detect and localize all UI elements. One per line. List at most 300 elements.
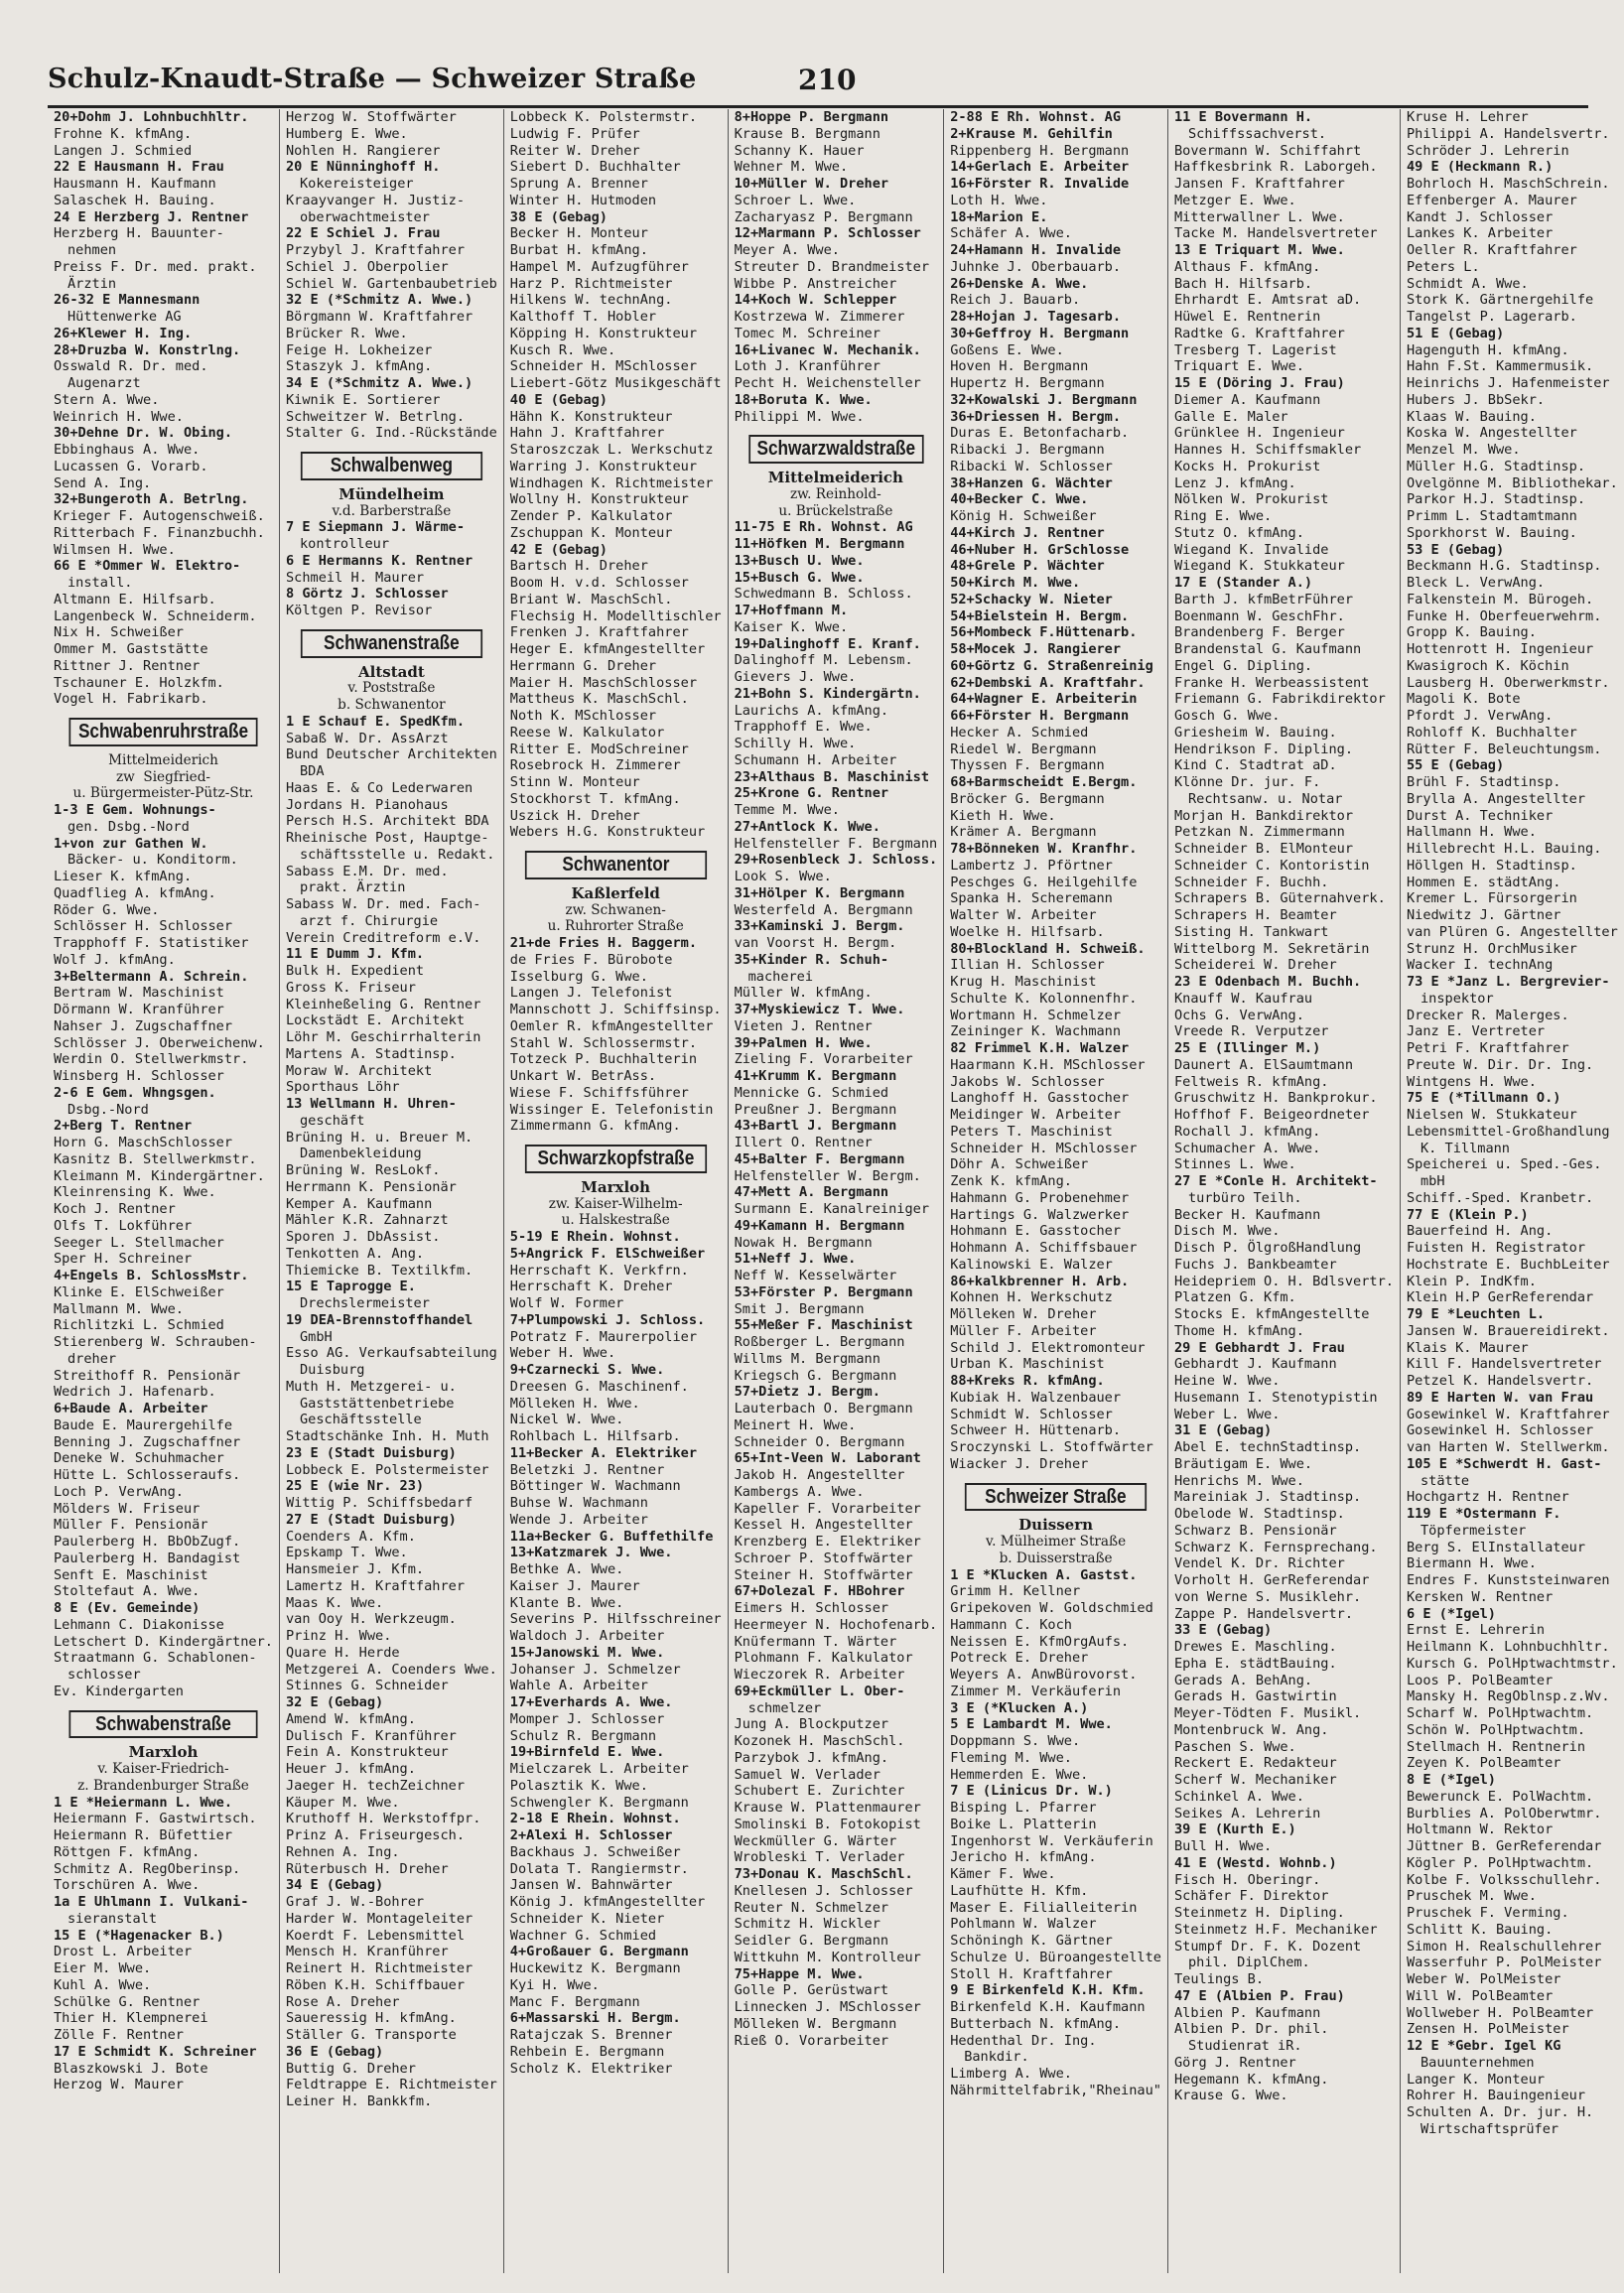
resident-entry: macherei bbox=[747, 968, 814, 985]
resident-entry: Haarmann K.H. MSchlosser bbox=[950, 1056, 1146, 1073]
street-heading: Schwarzwaldstraße bbox=[748, 435, 923, 464]
house-entry: 35+Kinder R. Schuh- bbox=[734, 951, 889, 968]
resident-entry: Strunz H. OrchMusiker bbox=[1406, 940, 1577, 957]
resident-entry: Amend W. kfmAng. bbox=[285, 1710, 416, 1727]
resident-entry: Przybyl J. Kraftfahrer bbox=[285, 242, 466, 258]
resident-entry: Wrobleski T. Verlader bbox=[734, 1849, 905, 1866]
street-heading: Schweizer Straße bbox=[965, 1483, 1147, 1512]
resident-entry: Leiner H. Bankkfm. bbox=[285, 2093, 433, 2109]
resident-entry: Müller H.G. Stadtinsp. bbox=[1406, 458, 1586, 474]
resident-entry: Mansky H. RegOblnsp.z.Wv. bbox=[1406, 1688, 1610, 1705]
resident-entry: Pruschek F. Verming. bbox=[1406, 1905, 1569, 1921]
resident-entry: Feige H. Lokheizer bbox=[285, 341, 433, 358]
resident-entry: Geschäftsstelle bbox=[299, 1412, 422, 1428]
house-entry: 20+Dohm J. Lohnbuchhltr. bbox=[54, 109, 249, 125]
resident-entry: Reuter N. Schmelzer bbox=[734, 1899, 889, 1916]
resident-entry: Hahn F.St. Kammermusik. bbox=[1406, 358, 1594, 375]
house-entry: 3 E (*Klucken A.) bbox=[950, 1699, 1089, 1716]
house-entry: 51 E (Gebag) bbox=[1406, 325, 1505, 341]
resident-entry: Doppmann S. Wwe. bbox=[950, 1733, 1081, 1749]
house-entry: 40 E (Gebag) bbox=[509, 391, 608, 408]
resident-entry: Kleinrensing K. Wwe. bbox=[54, 1184, 216, 1201]
resident-entry: Krämer A. Bergmann bbox=[950, 824, 1097, 841]
resident-entry: Döhr A. Schweißer bbox=[950, 1156, 1089, 1173]
resident-entry: Kapeller F. Vorarbeiter bbox=[734, 1500, 921, 1517]
resident-entry: Rütter F. Beleuchtungsm. bbox=[1406, 741, 1602, 757]
house-entry: 11-75 E Rh. Wohnst. AG bbox=[734, 519, 913, 536]
resident-entry: arzt f. Chirurgie bbox=[299, 912, 439, 929]
house-entry: 34 E (*Schmitz A. Wwe.) bbox=[285, 375, 474, 391]
resident-entry: Galle E. Maler bbox=[1173, 408, 1288, 425]
house-entry: 16+Förster R. Invalide bbox=[950, 176, 1130, 192]
house-entry: 2+Alexi H. Schlosser bbox=[509, 1827, 673, 1843]
house-entry: 8 E (Ev. Gemeinde) bbox=[54, 1600, 201, 1616]
resident-entry: schäftsstelle u. Redakt. bbox=[299, 846, 495, 863]
resident-entry: Klante B. Wwe. bbox=[509, 1594, 624, 1611]
resident-entry: Hommen E. städtAng. bbox=[1406, 874, 1561, 890]
resident-entry: Sprung A. Brenner bbox=[509, 176, 648, 192]
resident-entry: Mölders W. Friseur bbox=[54, 1500, 201, 1517]
resident-entry: Thome H. kfmAng. bbox=[1173, 1322, 1304, 1339]
resident-entry: Vendel K. Dr. Richter bbox=[1173, 1555, 1345, 1572]
resident-entry: Ovelgönne M. Bibliothekar. bbox=[1406, 474, 1618, 491]
resident-entry: Unkart W. BetrAss. bbox=[509, 1068, 657, 1084]
resident-entry: Schwedmann B. Schloss. bbox=[734, 586, 913, 603]
resident-entry: Kohnen H. Werkschutz bbox=[950, 1289, 1113, 1306]
resident-entry: Schmidt W. Schlosser bbox=[950, 1406, 1113, 1422]
resident-entry: Epskamp T. Wwe. bbox=[285, 1545, 408, 1561]
resident-entry: Letschert D. Kindergärtner. bbox=[54, 1633, 273, 1650]
resident-entry: Gerads A. BehAng. bbox=[1173, 1672, 1313, 1688]
resident-entry: van Ooy H. Werkzeugm. bbox=[285, 1611, 457, 1628]
resident-entry: Loth J. Kranführer bbox=[734, 358, 880, 375]
resident-entry: Sporkhorst W. Bauing. bbox=[1406, 524, 1577, 541]
resident-entry: Schiel J. Oberpolier bbox=[285, 258, 449, 275]
resident-entry: Falkenstein M. Bürogeh. bbox=[1406, 591, 1594, 607]
resident-entry: Totzeck P. Buchhalterin bbox=[509, 1051, 698, 1068]
resident-entry: Sper H. Schreiner bbox=[54, 1251, 193, 1268]
house-entry: 36 E (Gebag) bbox=[285, 2043, 384, 2060]
resident-entry: Henrichs M. Wwe. bbox=[1173, 1472, 1304, 1489]
resident-entry: Lebensmittel-Großhandlung bbox=[1406, 1123, 1610, 1140]
resident-entry: Deneke W. Schuhmacher bbox=[54, 1450, 224, 1467]
resident-entry: Stoll H. Kraftfahrer bbox=[950, 1965, 1113, 1982]
resident-entry: Wehner M. Wwe. bbox=[734, 159, 849, 176]
resident-entry: Westerfeld A. Bergmann bbox=[734, 901, 913, 918]
resident-entry: Brühl F. Stadtinsp. bbox=[1406, 774, 1561, 790]
house-entry: 29 E Gebhardt J. Frau bbox=[1173, 1339, 1345, 1356]
resident-entry: Winter H. Hutmoden bbox=[509, 192, 657, 208]
resident-entry: Bertram W. Maschinist bbox=[54, 985, 224, 1002]
district-name: Marxloh bbox=[128, 1743, 199, 1762]
street-extent: u. Ruhrorter Straße bbox=[547, 918, 684, 935]
house-entry: 13+Katzmarek J. Wwe. bbox=[509, 1545, 673, 1561]
resident-entry: Lauterbach O. Bergmann bbox=[734, 1401, 913, 1416]
resident-entry: Grimm H. Kellner bbox=[950, 1583, 1081, 1600]
house-entry: 68+Barmscheidt E.Bergm. bbox=[950, 774, 1138, 790]
resident-entry: Duras E. Betonfacharb. bbox=[950, 425, 1130, 442]
house-entry: 53 E (Gebag) bbox=[1406, 541, 1505, 558]
resident-entry: Heger E. kfmAngestellter bbox=[509, 641, 706, 657]
house-entry: 19+Dalinghoff E. Kranf. bbox=[734, 635, 921, 652]
resident-entry: Sisting H. Tankwart bbox=[1173, 923, 1329, 940]
resident-entry: Petzkan N. Zimmermann bbox=[1173, 824, 1345, 841]
resident-entry: Goßens E. Wwe. bbox=[950, 341, 1064, 358]
resident-entry: Heine W. Wwe. bbox=[1173, 1373, 1281, 1389]
house-entry: 15+Busch G. Wwe. bbox=[734, 569, 865, 586]
house-entry: 60+Görtz G. Straßenreinig bbox=[950, 657, 1153, 674]
street-extent: v. Poststraße bbox=[347, 680, 436, 697]
house-entry: 75 E (*Tillmann O.) bbox=[1406, 1090, 1561, 1107]
house-entry: 22 E Schiel J. Frau bbox=[285, 225, 441, 242]
resident-entry: Knüfermann T. Wärter bbox=[734, 1633, 897, 1650]
resident-entry: Streuter D. Brandmeister bbox=[734, 258, 929, 275]
resident-entry: König H. Schweißer bbox=[950, 508, 1097, 524]
resident-entry: Ev. Kindergarten bbox=[54, 1683, 184, 1699]
resident-entry: Bauunternehmen bbox=[1420, 2054, 1535, 2071]
house-entry: 15+Janowski M. Wwe. bbox=[509, 1644, 665, 1661]
house-entry: 9 E Birkenfeld K.H. Kfm. bbox=[950, 1982, 1146, 1999]
resident-entry: Bund Deutscher Architekten bbox=[285, 746, 497, 763]
resident-entry: Schulze U. Büroangestellte bbox=[950, 1949, 1161, 1965]
resident-entry: Schneider H. MSchlosser bbox=[509, 358, 698, 375]
resident-entry: Nowak H. Bergmann bbox=[734, 1234, 873, 1251]
resident-entry: Müller F. Arbeiter bbox=[950, 1322, 1097, 1339]
district-name: Mündelheim bbox=[338, 484, 445, 503]
resident-entry: Plohmann F. Kalkulator bbox=[734, 1650, 913, 1667]
resident-entry: Kambergs A. Wwe. bbox=[734, 1483, 865, 1500]
resident-entry: Polasztik K. Wwe. bbox=[509, 1777, 648, 1794]
resident-entry: Seeger L. Stellmacher bbox=[54, 1234, 224, 1251]
house-entry: 73+Donau K. MaschSchl. bbox=[734, 1866, 913, 1882]
resident-entry: Klein P. IndKfm. bbox=[1406, 1273, 1537, 1289]
resident-entry: Wacker I. technAng bbox=[1406, 957, 1554, 974]
resident-entry: Gebhardt J. Kaufmann bbox=[1173, 1356, 1337, 1373]
resident-entry: Schneider O. Bergmann bbox=[734, 1433, 905, 1450]
house-entry: 13 E Triquart M. Wwe. bbox=[1173, 242, 1345, 258]
resident-entry: Drecker R. Malerges. bbox=[1406, 1007, 1569, 1023]
resident-entry: Langen J. Schmied bbox=[54, 142, 193, 159]
resident-entry: Herzberg H. Bauunter- bbox=[54, 225, 224, 242]
house-entry: 41 E (Westd. Wohnb.) bbox=[1173, 1854, 1337, 1871]
resident-entry: Kasnitz B. Stellwerkmstr. bbox=[54, 1150, 257, 1167]
resident-entry: Mielczarek L. Arbeiter bbox=[509, 1761, 689, 1777]
house-entry: 23 E (Stadt Duisburg) bbox=[285, 1444, 457, 1461]
house-entry: 1a E Uhlmann I. Vulkani- bbox=[54, 1894, 249, 1910]
house-entry: 42 E (Gebag) bbox=[509, 541, 608, 558]
resident-entry: Damenbekleidung bbox=[299, 1146, 422, 1162]
resident-entry: Bewerunck E. PolWachtm. bbox=[1406, 1788, 1594, 1805]
resident-entry: stätte bbox=[1420, 1472, 1470, 1489]
resident-entry: Hecker A. Schmied bbox=[950, 724, 1089, 741]
resident-entry: Primm L. Stadtamtmann bbox=[1406, 508, 1577, 524]
resident-entry: Feldtrappe E. Richtmeister bbox=[285, 2077, 497, 2093]
resident-entry: Hegemann K. kfmAng. bbox=[1173, 2071, 1329, 2088]
resident-entry: Stocks E. kfmAngestellte bbox=[1173, 1306, 1370, 1322]
resident-entry: Boom H. v.d. Schlosser bbox=[509, 575, 689, 591]
resident-entry: Augenarzt bbox=[68, 375, 141, 391]
resident-entry: Herzog W. Maurer bbox=[54, 2077, 184, 2093]
resident-entry: Studienrat iR. bbox=[1187, 2038, 1302, 2054]
resident-entry: Zschuppan K. Monteur bbox=[509, 524, 673, 541]
resident-entry: Ommer M. Gaststätte bbox=[54, 641, 208, 657]
resident-entry: Steinmetz H. Dipling. bbox=[1173, 1905, 1345, 1921]
resident-entry: Schinkel A. Wwe. bbox=[1173, 1788, 1304, 1805]
resident-entry: Schöningh K. Gärtner bbox=[950, 1933, 1113, 1949]
resident-entry: Klaas W. Bauing. bbox=[1406, 408, 1537, 425]
resident-entry: Nielsen W. Stukkateur bbox=[1406, 1107, 1577, 1123]
resident-entry: Senft E. Maschinist bbox=[54, 1566, 208, 1583]
resident-entry: Reich J. Bauarb. bbox=[950, 292, 1081, 309]
resident-entry: Neissen E. KfmOrgAufs. bbox=[950, 1633, 1130, 1650]
resident-entry: Stern A. Wwe. bbox=[54, 391, 160, 408]
resident-entry: Philippi M. Wwe. bbox=[734, 408, 865, 425]
resident-entry: Loth H. Wwe. bbox=[950, 192, 1048, 208]
resident-entry: Staszyk J. kfmAng. bbox=[285, 358, 433, 375]
resident-entry: Zimmermann G. kfmAng. bbox=[509, 1118, 681, 1135]
resident-entry: Paulerberg H. BbObZugf. bbox=[54, 1534, 241, 1550]
resident-entry: Dörmann W. Kranführer bbox=[54, 1002, 224, 1017]
resident-entry: Brücker R. Wwe. bbox=[285, 325, 408, 341]
resident-entry: Röben K.H. Schiffbauer bbox=[285, 1976, 466, 1993]
resident-entry: Kersken W. Rentner bbox=[1406, 1588, 1554, 1605]
resident-entry: Nickel W. Wwe. bbox=[509, 1412, 624, 1428]
house-entry: 55 E (Gebag) bbox=[1406, 757, 1505, 774]
house-entry: 8+Hoppe P. Bergmann bbox=[734, 109, 889, 125]
house-entry: 11a+Becker G. Buffethilfe bbox=[509, 1528, 714, 1545]
house-entry: 3+Beltermann A. Schrein. bbox=[54, 968, 249, 985]
house-entry: 66 E *Ommer W. Elektro- bbox=[54, 558, 241, 575]
house-entry: 62+Dembski A. Kraftfahr. bbox=[950, 674, 1146, 691]
resident-entry: Sporthaus Löhr bbox=[285, 1079, 400, 1096]
resident-entry: Müller F. Pensionär bbox=[54, 1517, 208, 1534]
resident-entry: Schroer L. Wwe. bbox=[734, 192, 857, 208]
resident-entry: Helfensteller F. Bergmann bbox=[734, 835, 938, 852]
resident-entry: Zölle F. Rentner bbox=[54, 2027, 184, 2043]
resident-entry: Nährmittelfabrik,"Rheinau" bbox=[950, 2082, 1161, 2098]
resident-entry: Winsberg H. Schlosser bbox=[54, 1068, 224, 1084]
resident-entry: Hausmann H. Kaufmann bbox=[54, 176, 216, 192]
resident-entry: Thier H. Klempnerei bbox=[54, 2010, 208, 2027]
resident-entry: Kaiser K. Wwe. bbox=[734, 618, 849, 635]
house-entry: 40+Becker C. Wwe. bbox=[950, 491, 1089, 508]
resident-entry: Schilly H. Wwe. bbox=[734, 736, 857, 751]
house-entry: 25+Krone G. Rentner bbox=[734, 785, 889, 802]
house-entry: 2-18 E Rhein. Wohnst. bbox=[509, 1811, 681, 1827]
resident-entry: Nölken W. Prokurist bbox=[1173, 491, 1329, 508]
resident-entry: mbH bbox=[1420, 1173, 1445, 1189]
resident-entry: Eimers H. Schlosser bbox=[734, 1600, 889, 1616]
resident-entry: Kremer L. Fürsorgerin bbox=[1406, 890, 1577, 907]
resident-entry: Bohrloch H. MaschSchrein. bbox=[1406, 176, 1610, 192]
resident-entry: Maier H. MaschSchlosser bbox=[509, 674, 698, 691]
resident-entry: Lucassen G. Vorarb. bbox=[54, 458, 208, 474]
house-entry: 11 E Dumm J. Kfm. bbox=[285, 946, 425, 963]
resident-entry: Hilkens W. technAng. bbox=[509, 292, 673, 309]
resident-entry: Kleimann M. Kindergärtner. bbox=[54, 1167, 265, 1184]
resident-entry: nehmen bbox=[68, 242, 117, 258]
resident-entry: Meyer A. Wwe. bbox=[734, 242, 840, 258]
resident-entry: Meyer-Tödten F. Musikl. bbox=[1173, 1705, 1362, 1721]
resident-entry: Wachner G. Schmied bbox=[509, 1927, 657, 1944]
resident-entry: Zappe P. Handelsvertr. bbox=[1173, 1605, 1354, 1622]
resident-entry: Wittelborg M. Sekretärin bbox=[1173, 940, 1370, 957]
resident-entry: Kraayvanger H. Justiz- bbox=[285, 192, 466, 208]
house-entry: 119 E *Ostermann F. bbox=[1406, 1506, 1561, 1522]
house-entry: 30+Dehne Dr. W. Obing. bbox=[54, 425, 233, 442]
resident-entry: Gosch G. Wwe. bbox=[1173, 708, 1281, 724]
resident-entry: Hoven H. Bergmann bbox=[950, 358, 1089, 375]
resident-entry: Thiemicke B. Textilkfm. bbox=[285, 1262, 474, 1279]
resident-entry: Maser E. Filialleiterin bbox=[950, 1899, 1138, 1916]
resident-entry: Kokereisteiger bbox=[299, 176, 414, 192]
resident-entry: phil. DiplChem. bbox=[1187, 1955, 1310, 1971]
resident-entry: Vorholt H. GerReferendar bbox=[1173, 1572, 1370, 1588]
resident-entry: Herrmann G. Dreher bbox=[509, 657, 657, 674]
house-entry: 6 E Hermanns K. Rentner bbox=[285, 552, 474, 569]
house-entry: 17 E (Stander A.) bbox=[1173, 575, 1313, 591]
resident-entry: Effenberger A. Maurer bbox=[1406, 192, 1577, 208]
house-entry: 33+Kaminski J. Bergm. bbox=[734, 918, 905, 935]
house-entry: 18+Boruta K. Wwe. bbox=[734, 391, 873, 408]
resident-entry: Manc F. Bergmann bbox=[509, 1993, 640, 2010]
resident-entry: kontrolleur bbox=[299, 536, 390, 552]
resident-entry: Schiff.-Sped. Kranbetr. bbox=[1406, 1189, 1594, 1206]
resident-entry: Schäfer A. Wwe. bbox=[950, 225, 1072, 242]
resident-entry: Hartings G. Walzwerker bbox=[950, 1206, 1130, 1223]
resident-entry: Langen J. Telefonist bbox=[509, 985, 673, 1002]
resident-entry: install. bbox=[68, 575, 133, 591]
page-number: 210 bbox=[798, 64, 857, 96]
resident-entry: Ratajczak S. Brenner bbox=[509, 2027, 673, 2043]
house-entry: 32+Bungeroth A. Betrlng. bbox=[54, 491, 249, 508]
resident-entry: Herrschaft K. Verkfrn. bbox=[509, 1262, 689, 1279]
house-entry: 36+Driessen H. Bergm. bbox=[950, 408, 1122, 425]
resident-entry: Schrapers B. Güternahverk. bbox=[1173, 890, 1386, 907]
resident-entry: Prinz H. Wwe. bbox=[285, 1628, 392, 1644]
resident-entry: Bach H. Hilfsarb. bbox=[1173, 275, 1313, 292]
resident-entry: Jordans H. Pianohaus bbox=[285, 796, 449, 813]
resident-entry: GmbH bbox=[299, 1328, 333, 1345]
resident-entry: Fuchs J. Bankbeamter bbox=[1173, 1256, 1337, 1273]
resident-entry: Severins P. Hilfsschreiner bbox=[509, 1611, 722, 1628]
resident-entry: Zenk K. kfmAng. bbox=[950, 1173, 1072, 1189]
resident-entry: Mennicke G. Schmied bbox=[734, 1084, 889, 1101]
resident-entry: Wintgens H. Wwe. bbox=[1406, 1073, 1537, 1090]
house-entry: 29+Rosenbleck J. Schloss. bbox=[734, 852, 938, 869]
street-heading: Schwanentor bbox=[525, 851, 707, 879]
resident-entry: schmelzer bbox=[747, 1699, 822, 1716]
resident-entry: Zimmer M. Verkäuferin bbox=[950, 1683, 1122, 1699]
resident-entry: Heilmann K. Lohnbuchhltr. bbox=[1406, 1639, 1610, 1655]
resident-entry: Noth K. MSchlosser bbox=[509, 708, 657, 724]
resident-entry: Trapphoff F. Statistiker bbox=[54, 935, 249, 951]
resident-entry: Jansen W. Bahnwärter bbox=[509, 1877, 673, 1894]
resident-entry: Bäcker- u. Konditorm. bbox=[68, 852, 238, 869]
house-entry: 1 E *Heiermann L. Wwe. bbox=[54, 1794, 233, 1811]
resident-entry: Schumann H. Arbeiter bbox=[734, 751, 897, 768]
resident-entry: Schubert E. Zurichter bbox=[734, 1783, 905, 1800]
resident-entry: Kocks H. Prokurist bbox=[1173, 458, 1321, 474]
resident-entry: Schlösser H. Schlosser bbox=[54, 918, 233, 935]
resident-entry: Böttinger W. Wachmann bbox=[509, 1478, 681, 1495]
resident-entry: Radtke G. Kraftfahrer bbox=[1173, 325, 1345, 341]
resident-entry: Schulz R. Bergmann bbox=[509, 1727, 657, 1744]
resident-entry: Walter W. Arbeiter bbox=[950, 907, 1097, 923]
resident-entry: Wahle A. Arbeiter bbox=[509, 1678, 648, 1694]
resident-entry: Stutz O. kfmAng. bbox=[1173, 524, 1304, 541]
resident-entry: Paschen S. Wwe. bbox=[1173, 1738, 1296, 1755]
resident-entry: Dalinghoff M. Lebensm. bbox=[734, 652, 913, 669]
resident-entry: Simon H. Realschullehrer bbox=[1406, 1938, 1602, 1955]
resident-entry: Vieten J. Rentner bbox=[734, 1017, 873, 1034]
house-entry: 1 E Schauf E. SpedKfm. bbox=[285, 713, 466, 730]
resident-entry: Philippi A. Handelsvertr. bbox=[1406, 125, 1610, 142]
resident-entry: Wibbe P. Anstreicher bbox=[734, 275, 897, 292]
resident-entry: Drewes E. Maschling. bbox=[1173, 1639, 1337, 1655]
resident-entry: Tenkotten A. Ang. bbox=[285, 1245, 425, 1262]
resident-entry: Hochstrate E. BuchbLeiter bbox=[1406, 1256, 1610, 1273]
house-entry: 1 E *Klucken A. Gastst. bbox=[950, 1566, 1138, 1583]
resident-entry: Ärztin bbox=[68, 275, 117, 292]
resident-entry: Liebert-Götz Musikgeschäft bbox=[509, 375, 722, 391]
resident-entry: Schön W. PolHptwachtm. bbox=[1406, 1721, 1586, 1738]
resident-entry: inspektor bbox=[1420, 990, 1494, 1007]
resident-entry: Haffkesbrink R. Laborgeh. bbox=[1173, 159, 1378, 176]
resident-entry: Bethke A. Wwe. bbox=[509, 1561, 624, 1577]
house-entry: 75+Happe M. Wwe. bbox=[734, 1965, 865, 1982]
resident-entry: Hillebrecht H.L. Bauing. bbox=[1406, 841, 1602, 857]
resident-entry: Kubiak H. Walzenbauer bbox=[950, 1389, 1122, 1406]
resident-entry: Janz E. Vertreter bbox=[1406, 1023, 1546, 1040]
resident-entry: Duisburg bbox=[299, 1362, 365, 1378]
resident-entry: Buhse W. Wachmann bbox=[509, 1495, 648, 1511]
column-1 bbox=[48, 109, 280, 2273]
resident-entry: Scherf W. Mechaniker bbox=[1173, 1772, 1337, 1788]
resident-entry: Heuer J. kfmAng. bbox=[285, 1761, 416, 1777]
resident-entry: Blaszkowski J. Bote bbox=[54, 2060, 208, 2077]
house-entry: 4+Engels B. SchlossMstr. bbox=[54, 1268, 249, 1283]
house-entry: 37+Myskiewicz T. Wwe. bbox=[734, 1002, 905, 1017]
resident-entry: Schneider H. MSchlosser bbox=[950, 1140, 1138, 1156]
resident-entry: Schlitt K. Bauing. bbox=[1406, 1921, 1554, 1938]
house-entry: 39+Palmen H. Wwe. bbox=[734, 1034, 873, 1051]
resident-entry: Brandenberg F. Berger bbox=[1173, 624, 1345, 641]
resident-entry: Röttgen F. kfmAng. bbox=[54, 1843, 201, 1860]
house-entry: 32 E (*Schmitz A. Wwe.) bbox=[285, 292, 474, 309]
resident-entry: Bleck L. VerwAng. bbox=[1406, 575, 1546, 591]
resident-entry: Look S. Wwe. bbox=[734, 869, 832, 884]
resident-entry: Golle P. Gerüstwart bbox=[734, 1982, 889, 1999]
resident-entry: Wolf W. Former bbox=[509, 1295, 624, 1311]
house-entry: 8 E (*Igel) bbox=[1406, 1772, 1496, 1788]
resident-entry: Rippenberg H. Bergmann bbox=[950, 142, 1130, 159]
resident-entry: Berg S. ElInstallateur bbox=[1406, 1539, 1586, 1555]
house-entry: 26-32 E Mannesmann bbox=[54, 292, 201, 309]
house-entry: 25 E (wie Nr. 23) bbox=[285, 1478, 425, 1495]
resident-entry: Pruschek M. Wwe. bbox=[1406, 1888, 1537, 1905]
resident-entry: Schmidt A. Wwe. bbox=[1406, 275, 1529, 292]
resident-entry: Kiwnik E. Sortierer bbox=[285, 391, 441, 408]
resident-entry: Hottenrott H. Ingenieur bbox=[1406, 641, 1594, 657]
resident-entry: Schulten A. Dr. jur. H. bbox=[1406, 2104, 1594, 2120]
resident-entry: Griesheim W. Bauing. bbox=[1173, 724, 1337, 741]
resident-entry: Surmann E. Kanalreiniger bbox=[734, 1201, 929, 1217]
resident-entry: Peschges G. Heilgehilfe bbox=[950, 874, 1138, 890]
resident-entry: Wedrich J. Hafenarb. bbox=[54, 1384, 216, 1401]
resident-entry: Albien P. Kaufmann bbox=[1173, 2004, 1321, 2021]
resident-entry: Mähler K.R. Zahnarzt bbox=[285, 1212, 449, 1229]
